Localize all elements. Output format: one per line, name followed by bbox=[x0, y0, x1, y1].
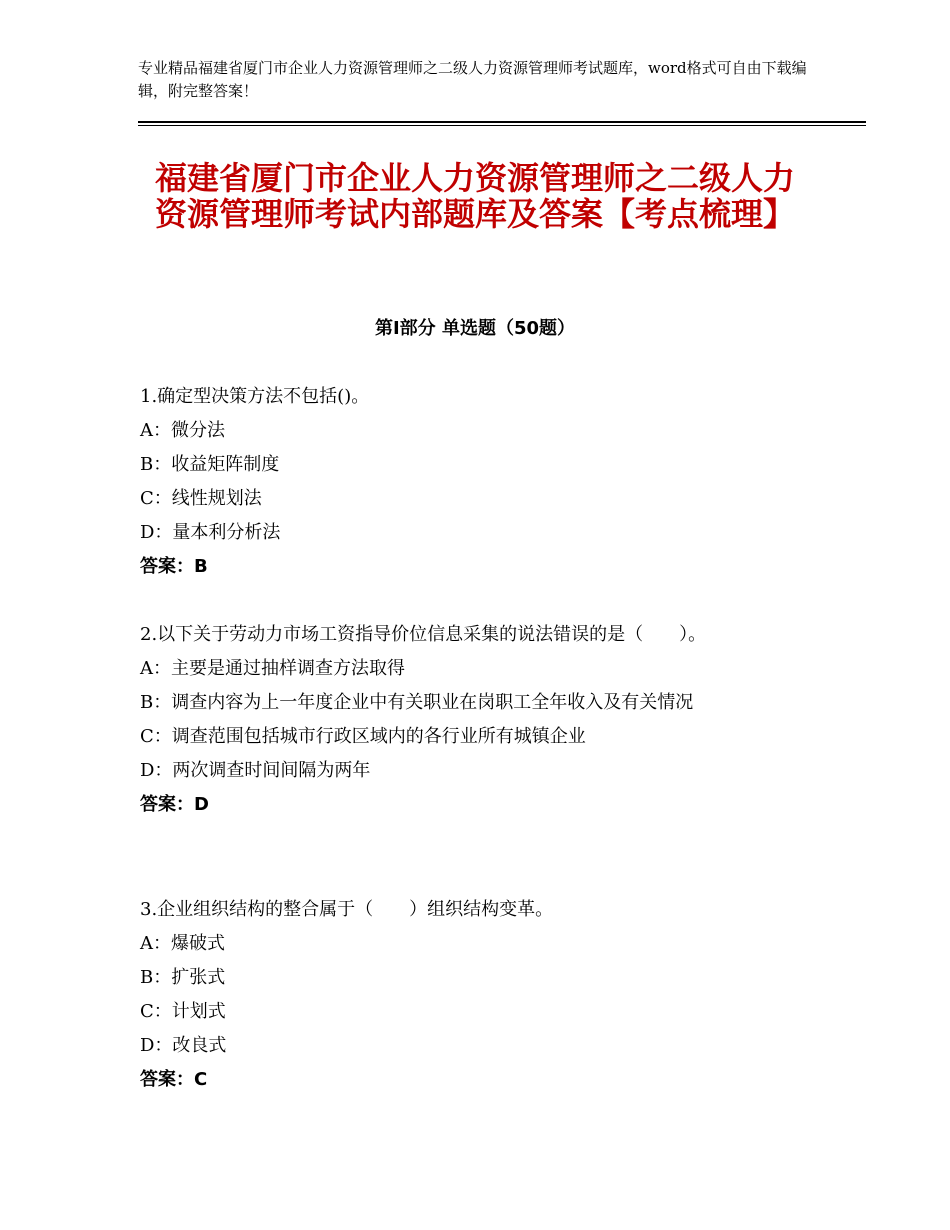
option-d: D：量本利分析法 bbox=[140, 522, 281, 543]
option-d: D：两次调查时间间隔为两年 bbox=[140, 760, 371, 781]
header-divider-thin bbox=[138, 125, 866, 126]
answer: 答案：D bbox=[140, 794, 209, 815]
question-stem: 3.企业组织结构的整合属于（ ）组织结构变革。 bbox=[140, 899, 554, 920]
question-2 bbox=[140, 618, 820, 822]
option-a: A：微分法 bbox=[140, 420, 225, 441]
option-b: B：扩张式 bbox=[140, 967, 226, 988]
section-title: 第Ⅰ部分 单选题（50题） bbox=[374, 318, 575, 339]
question-1 bbox=[140, 380, 820, 584]
header-divider-thick bbox=[138, 121, 866, 123]
answer: 答案：B bbox=[140, 556, 208, 577]
header-note: 专业精品福建省厦门市企业人力资源管理师之二级人力资源管理师考试题库，word格式可自由下载编辑，附完整答案！ bbox=[138, 59, 807, 100]
question-stem: 1.确定型决策方法不包括()。 bbox=[140, 386, 370, 407]
option-b: B：收益矩阵制度 bbox=[140, 454, 280, 475]
option-c: C：线性规划法 bbox=[140, 488, 262, 509]
answer: 答案：C bbox=[140, 1069, 208, 1090]
document-title: 福建省厦门市企业人力资源管理师之二级人力资源管理师考试内部题库及答案【考点梳理】 bbox=[154, 159, 795, 233]
question-3 bbox=[140, 893, 820, 1097]
option-a: A：主要是通过抽样调查方法取得 bbox=[140, 658, 405, 679]
question-stem: 2.以下关于劳动力市场工资指导价位信息采集的说法错误的是（ ）。 bbox=[140, 624, 707, 645]
option-d: D：改良式 bbox=[140, 1035, 227, 1056]
option-a: A：爆破式 bbox=[140, 933, 225, 954]
option-c: C：调查范围包括城市行政区域内的各行业所有城镇企业 bbox=[140, 726, 586, 747]
option-c: C：计划式 bbox=[140, 1001, 226, 1022]
option-b: B：调查内容为上一年度企业中有关职业在岗职工全年收入及有关情况 bbox=[140, 692, 694, 713]
